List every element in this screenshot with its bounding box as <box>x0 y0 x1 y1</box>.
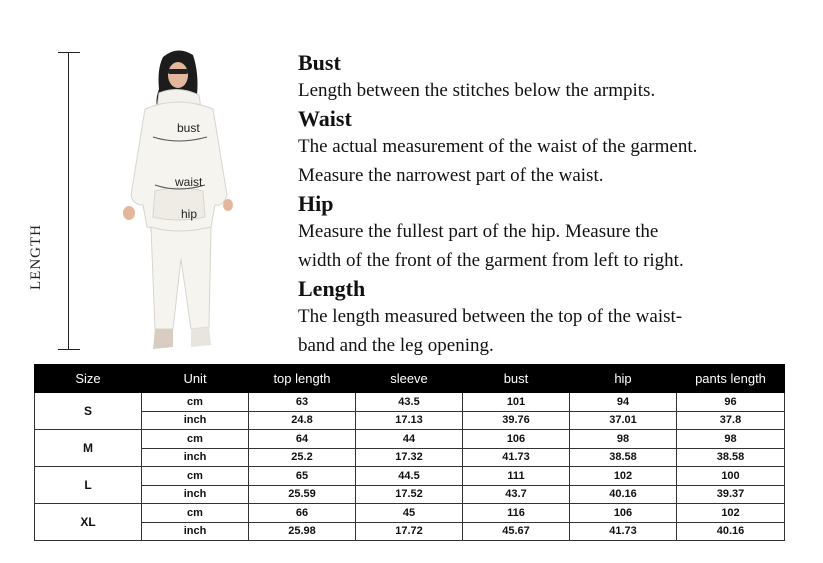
figure-label-hip: hip <box>181 207 198 221</box>
ruler-shaft <box>68 52 69 350</box>
value-cell: 24.8 <box>249 411 356 430</box>
value-cell: 45 <box>356 504 463 523</box>
desc-hip <box>298 191 684 275</box>
ruler-bottom-cap <box>58 349 80 350</box>
length-ruler <box>58 52 80 350</box>
value-cell: 41.73 <box>570 522 677 541</box>
value-cell: 39.76 <box>463 411 570 430</box>
figure-label-bust: bust <box>177 121 200 135</box>
desc-line: The actual measurement of the waist of the garment. <box>298 136 698 157</box>
table-row <box>35 485 785 504</box>
table-header <box>35 365 785 393</box>
table-body <box>35 393 785 541</box>
value-cell: 106 <box>463 430 570 449</box>
unit-cell: cm <box>142 430 249 449</box>
col-header-hip: hip <box>570 365 677 393</box>
header-row <box>35 365 785 393</box>
desc-heading: Bust <box>298 50 341 75</box>
figure-label-waist: waist <box>175 175 203 189</box>
col-header-pants-length: pants length <box>677 365 785 393</box>
col-header-bust: bust <box>463 365 570 393</box>
desc-line: Length between the stitches below the armpits. <box>298 80 656 101</box>
desc-line: Measure the fullest part of the hip. Measure the <box>298 221 659 242</box>
value-cell: 38.58 <box>570 448 677 467</box>
ruler-top-cap <box>58 52 80 53</box>
value-cell: 111 <box>463 467 570 486</box>
desc-length <box>298 276 682 360</box>
length-label: LENGTH <box>28 224 44 290</box>
value-cell: 37.01 <box>570 411 677 430</box>
model-illustration <box>115 45 245 355</box>
table-row <box>35 430 785 449</box>
table-row <box>35 411 785 430</box>
model-figure <box>115 45 245 355</box>
table-row <box>35 504 785 523</box>
desc-line: The length measured between the top of the waist- <box>298 306 683 327</box>
value-cell: 102 <box>570 467 677 486</box>
unit-cell: inch <box>142 411 249 430</box>
value-cell: 25.2 <box>249 448 356 467</box>
value-cell: 40.16 <box>570 485 677 504</box>
unit-cell: inch <box>142 485 249 504</box>
value-cell: 94 <box>570 393 677 412</box>
value-cell: 40.16 <box>677 522 785 541</box>
col-header-size: Size <box>35 365 142 393</box>
size-cell: S <box>35 393 142 430</box>
value-cell: 17.32 <box>356 448 463 467</box>
col-header-top-length: top length <box>249 365 356 393</box>
value-cell: 44.5 <box>356 467 463 486</box>
col-header-unit: Unit <box>142 365 249 393</box>
value-cell: 43.5 <box>356 393 463 412</box>
size-cell: L <box>35 467 142 504</box>
value-cell: 17.13 <box>356 411 463 430</box>
value-cell: 65 <box>249 467 356 486</box>
table-row <box>35 522 785 541</box>
col-header-sleeve: sleeve <box>356 365 463 393</box>
desc-line: width of the front of the garment from left to right. <box>298 250 684 271</box>
value-cell: 106 <box>570 504 677 523</box>
value-cell: 116 <box>463 504 570 523</box>
value-cell: 43.7 <box>463 485 570 504</box>
value-cell: 96 <box>677 393 785 412</box>
value-cell: 102 <box>677 504 785 523</box>
value-cell: 25.98 <box>249 522 356 541</box>
value-cell: 101 <box>463 393 570 412</box>
desc-heading: Hip <box>298 191 334 216</box>
value-cell: 17.52 <box>356 485 463 504</box>
table-row <box>35 448 785 467</box>
desc-line: Measure the narrowest part of the waist. <box>298 165 604 186</box>
value-cell: 98 <box>570 430 677 449</box>
value-cell: 39.37 <box>677 485 785 504</box>
value-cell: 44 <box>356 430 463 449</box>
size-cell: XL <box>35 504 142 541</box>
value-cell: 45.67 <box>463 522 570 541</box>
value-cell: 38.58 <box>677 448 785 467</box>
value-cell: 64 <box>249 430 356 449</box>
value-cell: 25.59 <box>249 485 356 504</box>
value-cell: 98 <box>677 430 785 449</box>
unit-cell: cm <box>142 393 249 412</box>
value-cell: 100 <box>677 467 785 486</box>
value-cell: 17.72 <box>356 522 463 541</box>
value-cell: 63 <box>249 393 356 412</box>
unit-cell: inch <box>142 522 249 541</box>
unit-cell: cm <box>142 467 249 486</box>
desc-waist <box>298 106 697 190</box>
value-cell: 37.8 <box>677 411 785 430</box>
size-chart-table <box>34 364 785 541</box>
value-cell: 66 <box>249 504 356 523</box>
value-cell: 41.73 <box>463 448 570 467</box>
table-row <box>35 467 785 486</box>
desc-bust <box>298 50 655 105</box>
unit-cell: cm <box>142 504 249 523</box>
unit-cell: inch <box>142 448 249 467</box>
desc-heading: Length <box>298 276 366 301</box>
size-cell: M <box>35 430 142 467</box>
desc-heading: Waist <box>298 106 352 131</box>
desc-line: band and the leg opening. <box>298 335 494 356</box>
table-row <box>35 393 785 412</box>
